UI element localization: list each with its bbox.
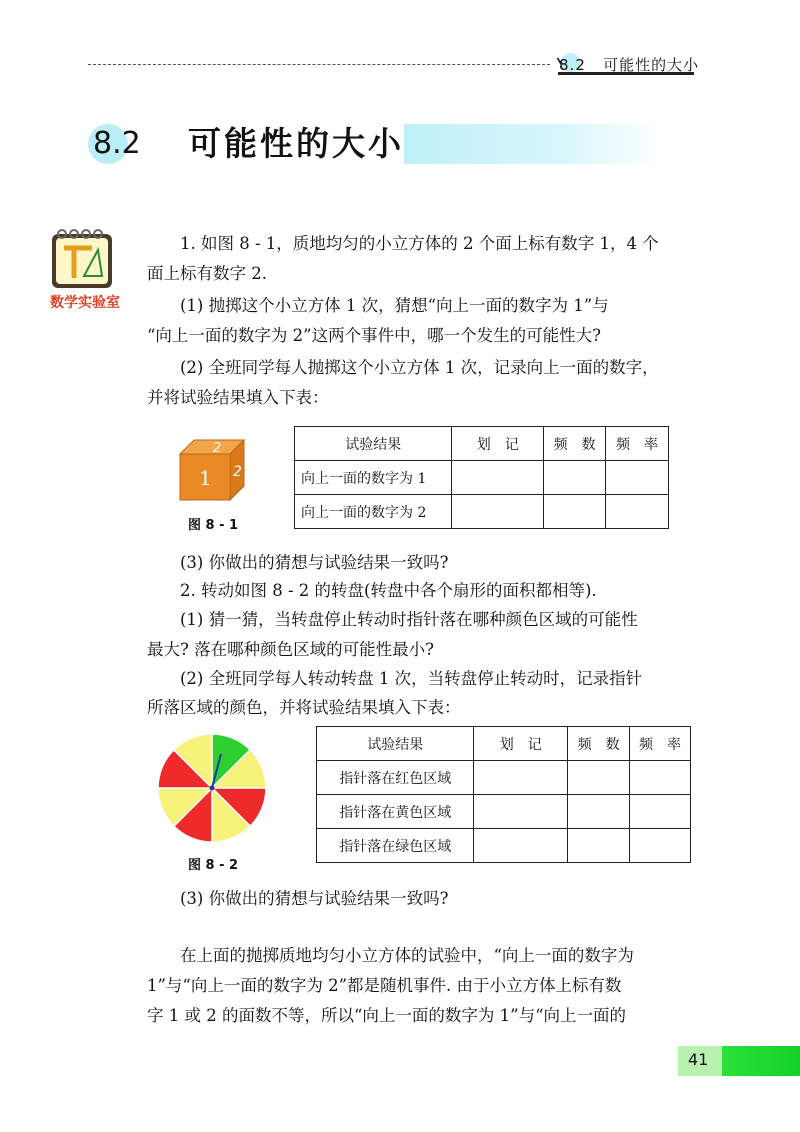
summary-line2: 1”与“向上一面的数字为 2”都是随机事件. 由于小立方体上标有数 [147,976,622,995]
tally-cell[interactable] [474,829,568,863]
frequency-rate-cell[interactable] [630,795,691,829]
header-cell: 频 数 [568,727,630,761]
row-label: 向上一面的数字为 1 [295,461,452,495]
spinner-figure [154,732,270,844]
q2-part2-line1: (2) 全班同学每人转动转盘 1 次，当转盘停止转动时，记录指针 [180,669,643,688]
table-row [317,761,691,795]
summary-line1: 在上面的抛掷质地均匀小立方体的试验中，“向上一面的数字为 [180,946,634,965]
running-header-suffix: .2 [569,56,586,74]
q1-intro-line1: 1. 如图 8 - 1，质地均匀的小立方体的 2 个面上标有数字 1，4 个 [180,234,659,253]
header-cell: 划 记 [452,427,544,461]
frequency-count-cell[interactable] [544,461,606,495]
frequency-count-cell[interactable] [568,829,630,863]
frequency-count-cell[interactable] [544,495,606,529]
q2-part1-line2: 最大? 落在哪种颜色区域的可能性最小? [147,640,434,659]
running-header-digit: 8 [559,56,570,74]
page-title: 可能性的大小 [188,124,404,163]
q1-part2-line2: 并将试验结果填入下表： [147,388,329,407]
row-label: 向上一面的数字为 2 [295,495,452,529]
running-header-title: 可能性的大小 [603,56,700,74]
table-header-row [295,427,669,461]
row-label: 指针落在红色区域 [317,761,474,795]
title-highlight-band [404,124,666,164]
table-row [317,829,691,863]
q1-part1-line2: “向上一面的数字为 2”这两个事件中，哪一个发生的可能性大? [147,326,601,345]
table-row [317,795,691,829]
q1-part3: (3) 你做出的猜想与试验结果一致吗? [180,553,449,572]
q2-results-table [316,726,691,863]
frequency-rate-cell[interactable] [606,461,669,495]
row-label: 指针落在绿色区域 [317,829,474,863]
q2-intro: 2. 转动如图 8 - 2 的转盘(转盘中各个扇形的面积都相等). [180,581,597,600]
frequency-rate-cell[interactable] [630,761,691,795]
cube-side-number: 2 [233,464,242,480]
q2-part3: (3) 你做出的猜想与试验结果一致吗? [180,889,449,908]
header-cell: 频 率 [630,727,691,761]
cube-front-number: 1 [199,466,212,490]
frequency-rate-cell[interactable] [630,829,691,863]
summary-line3: 字 1 或 2 的面数不等，所以“向上一面的数字为 1”与“向上一面的 [147,1006,627,1025]
tally-cell[interactable] [452,495,544,529]
table-row [295,461,669,495]
q1-intro-line2: 面上标有数字 2. [147,264,267,283]
header-dashed-rule [88,64,550,65]
tally-cell[interactable] [474,795,568,829]
frequency-count-cell[interactable] [568,761,630,795]
tally-cell[interactable] [474,761,568,795]
header-cell: 频 数 [544,427,606,461]
q1-part1-line1: (1) 抛掷这个小立方体 1 次，猜想“向上一面的数字为 1”与 [180,296,609,315]
q1-part2-line1: (2) 全班同学每人抛掷这个小立方体 1 次，记录向上一面的数字， [180,358,659,377]
table-row [295,495,669,529]
header-cell: 频 率 [606,427,669,461]
frequency-count-cell[interactable] [568,795,630,829]
row-label: 指针落在黄色区域 [317,795,474,829]
math-lab-label: 数学实验室 [50,295,120,311]
running-header [559,54,699,75]
q2-part2-line2: 所落区域的颜色，并将试验结果填入下表： [147,698,461,717]
section-number-digit: 8 [93,126,113,161]
figure-8-2-caption: 图 8 - 2 [188,858,239,873]
frequency-rate-cell[interactable] [606,495,669,529]
section-number [93,124,141,164]
q1-results-table [294,426,669,529]
cube-figure [176,438,248,504]
math-lab-icon [46,226,118,292]
header-cell: 试验结果 [295,427,452,461]
spinner-pivot [210,786,215,791]
header-cell: 试验结果 [317,727,474,761]
section-number-suffix: .2 [112,126,141,161]
q2-part1-line1: (1) 猜一猜，当转盘停止转动时指针落在哪种颜色区域的可能性 [180,610,638,629]
tally-cell[interactable] [452,461,544,495]
header-cell: 划 记 [474,727,568,761]
figure-8-1-caption: 图 8 - 1 [188,518,239,533]
cube-top-number: 2 [213,441,222,456]
table-header-row [317,727,691,761]
page-number: 41 [688,1050,709,1069]
